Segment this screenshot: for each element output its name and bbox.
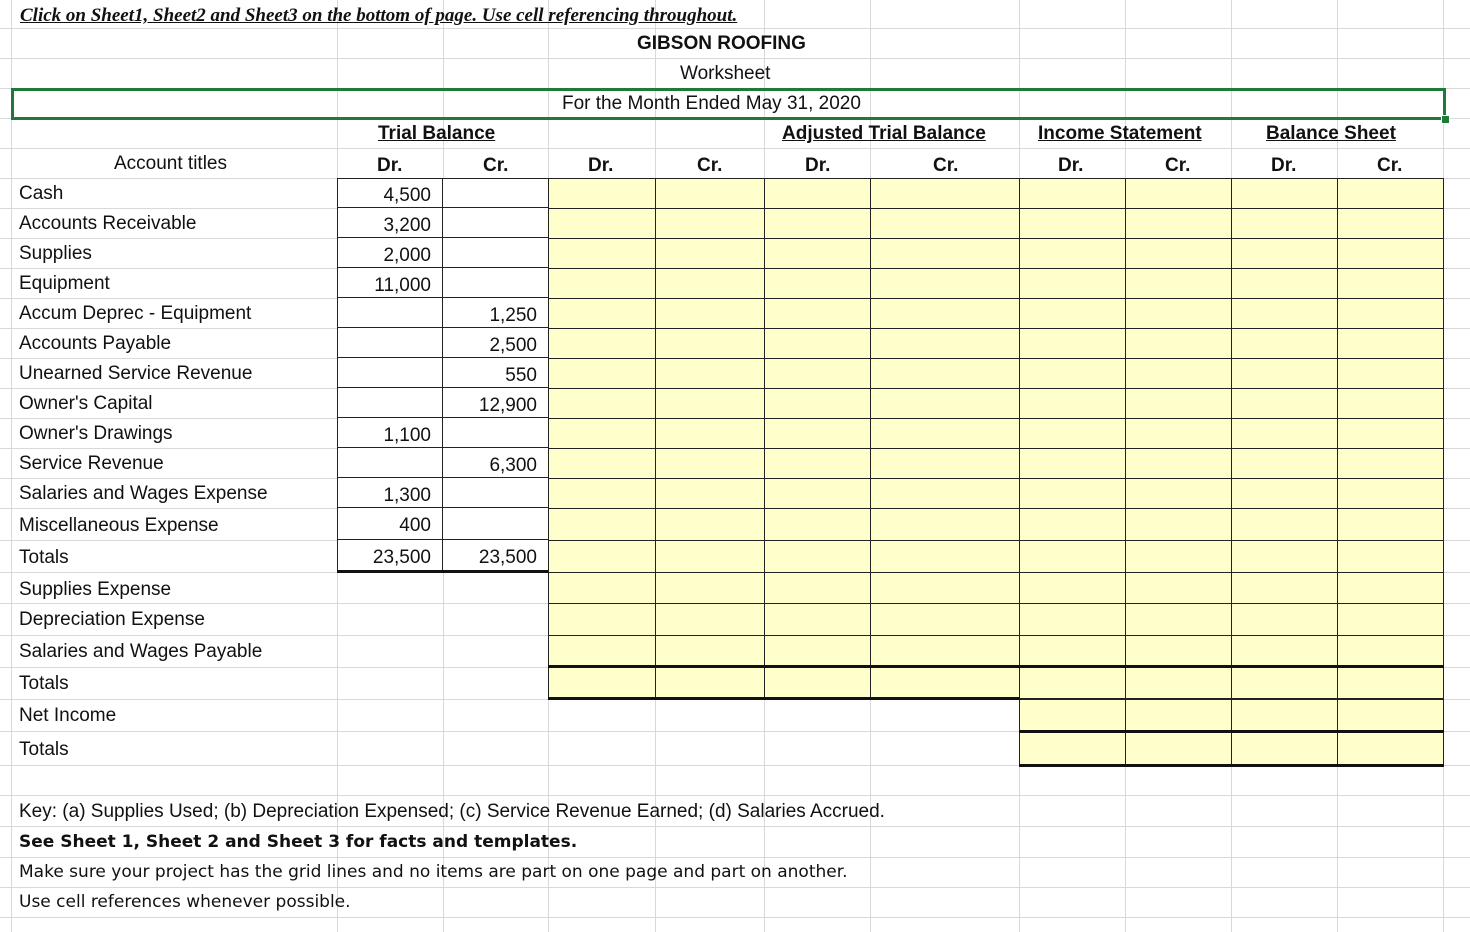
tb-dr-cell[interactable] bbox=[337, 297, 443, 328]
input-cell[interactable] bbox=[1231, 603, 1338, 636]
account-title[interactable]: Accounts Receivable bbox=[19, 213, 197, 234]
tb-dr-value: 1,100 bbox=[383, 425, 431, 446]
input-cell[interactable] bbox=[548, 388, 656, 419]
input-cell[interactable] bbox=[870, 358, 1020, 389]
input-cell[interactable] bbox=[655, 238, 765, 269]
account-title[interactable]: Owner's Drawings bbox=[19, 423, 173, 444]
header-trial-balance: Trial Balance bbox=[378, 123, 496, 144]
input-cell[interactable] bbox=[870, 540, 1020, 573]
input-cell[interactable] bbox=[1019, 358, 1126, 389]
account-title[interactable]: Net Income bbox=[19, 705, 117, 726]
input-cell[interactable] bbox=[1125, 208, 1232, 239]
tb-cr-value: 6,300 bbox=[489, 455, 537, 476]
account-title[interactable]: Accounts Payable bbox=[19, 333, 172, 354]
input-cell[interactable] bbox=[548, 603, 656, 636]
final-double-underline bbox=[1019, 764, 1444, 767]
input-cell[interactable] bbox=[655, 448, 765, 479]
tb-cr-cell[interactable] bbox=[442, 178, 549, 208]
input-cell[interactable] bbox=[1337, 388, 1444, 419]
tb-dr-value: 11,000 bbox=[374, 275, 431, 296]
tb-totals-double-underline bbox=[337, 570, 549, 573]
input-cell[interactable] bbox=[1337, 328, 1444, 359]
input-cell[interactable] bbox=[870, 418, 1020, 449]
input-cell[interactable] bbox=[548, 268, 656, 299]
account-title[interactable]: Supplies Expense bbox=[19, 579, 172, 600]
input-cell[interactable] bbox=[1125, 478, 1232, 509]
input-cell[interactable] bbox=[548, 328, 656, 359]
account-title[interactable]: Equipment bbox=[19, 273, 110, 294]
totals-input-cell[interactable] bbox=[1337, 667, 1444, 699]
header-is-cr: Cr. bbox=[1165, 155, 1191, 176]
account-title[interactable]: Totals bbox=[19, 547, 69, 568]
tb-dr-cell[interactable] bbox=[337, 387, 443, 418]
input-cell[interactable] bbox=[655, 268, 765, 299]
input-cell[interactable] bbox=[1337, 208, 1444, 239]
input-cell[interactable] bbox=[870, 298, 1020, 329]
input-cell[interactable] bbox=[1231, 478, 1338, 509]
input-cell[interactable] bbox=[1231, 388, 1338, 419]
atb-double-underline bbox=[548, 697, 1020, 700]
input-cell[interactable] bbox=[548, 208, 656, 239]
tb-cr-value: 1,250 bbox=[489, 305, 537, 326]
tb-dr-value: 3,200 bbox=[383, 215, 431, 236]
input-cell[interactable] bbox=[1337, 603, 1444, 636]
input-cell[interactable] bbox=[1231, 635, 1338, 668]
input-cell[interactable] bbox=[1125, 178, 1232, 209]
input-cell[interactable] bbox=[764, 358, 871, 389]
input-cell[interactable] bbox=[655, 328, 765, 359]
input-cell[interactable] bbox=[655, 298, 765, 329]
input-cell[interactable] bbox=[1019, 238, 1126, 269]
input-cell[interactable] bbox=[1019, 448, 1126, 479]
header-is-dr: Dr. bbox=[1058, 155, 1084, 176]
input-cell[interactable] bbox=[548, 418, 656, 449]
input-cell[interactable] bbox=[1337, 478, 1444, 509]
account-title[interactable]: Cash bbox=[19, 183, 64, 204]
input-cell[interactable] bbox=[764, 298, 871, 329]
input-cell[interactable] bbox=[764, 238, 871, 269]
input-cell[interactable] bbox=[1019, 540, 1126, 573]
input-cell[interactable] bbox=[1231, 418, 1338, 449]
input-cell[interactable] bbox=[1337, 448, 1444, 479]
fill-handle[interactable] bbox=[1441, 115, 1450, 124]
totals-input-cell[interactable] bbox=[1019, 667, 1126, 699]
input-cell[interactable] bbox=[870, 208, 1020, 239]
company-name: GIBSON ROOFING bbox=[637, 33, 806, 54]
input-cell[interactable] bbox=[764, 388, 871, 419]
input-cell[interactable] bbox=[1019, 603, 1126, 636]
account-title[interactable]: Miscellaneous Expense bbox=[19, 515, 219, 536]
tb-cr-value: 550 bbox=[505, 365, 537, 386]
totals-input-cell[interactable] bbox=[655, 667, 765, 699]
input-cell[interactable] bbox=[1337, 572, 1444, 604]
input-cell[interactable] bbox=[1231, 358, 1338, 389]
header-bs-dr: Dr. bbox=[1271, 155, 1297, 176]
tb-cr-cell[interactable] bbox=[442, 207, 549, 238]
input-cell[interactable] bbox=[1337, 540, 1444, 573]
input-cell[interactable] bbox=[764, 508, 871, 541]
final-totals-cell[interactable] bbox=[1125, 731, 1232, 765]
input-cell[interactable] bbox=[1125, 448, 1232, 479]
totals-input-cell[interactable] bbox=[870, 667, 1020, 699]
input-cell[interactable] bbox=[1019, 268, 1126, 299]
input-cell[interactable] bbox=[1337, 298, 1444, 329]
input-cell[interactable] bbox=[764, 603, 871, 636]
tb-cr-value: 12,900 bbox=[478, 395, 537, 416]
tb-cr-cell[interactable] bbox=[442, 237, 549, 268]
input-cell[interactable] bbox=[764, 178, 871, 209]
account-title[interactable]: Owner's Capital bbox=[19, 393, 153, 414]
header-adjusted-trial-balance: Adjusted Trial Balance bbox=[782, 123, 986, 144]
input-cell[interactable] bbox=[655, 178, 765, 209]
header-balance-sheet: Balance Sheet bbox=[1266, 123, 1396, 144]
input-cell[interactable] bbox=[1019, 298, 1126, 329]
input-cell[interactable] bbox=[764, 328, 871, 359]
input-cell[interactable] bbox=[655, 603, 765, 636]
input-cell[interactable] bbox=[1019, 635, 1126, 668]
tb-cr-value: 2,500 bbox=[489, 335, 537, 356]
input-cell[interactable] bbox=[655, 540, 765, 573]
input-cell[interactable] bbox=[764, 268, 871, 299]
header-income-statement: Income Statement bbox=[1038, 123, 1202, 144]
input-cell[interactable] bbox=[1019, 208, 1126, 239]
input-cell[interactable] bbox=[870, 635, 1020, 668]
input-cell[interactable] bbox=[548, 478, 656, 509]
totals-input-cell[interactable] bbox=[548, 667, 656, 699]
instruction-heading[interactable]: Click on Sheet1, Sheet2 and Sheet3 on the bottom of page. Use cell referencing throughout. bbox=[20, 5, 738, 26]
input-cell[interactable] bbox=[1019, 478, 1126, 509]
tb-cr-cell[interactable] bbox=[442, 477, 549, 508]
tb-dr-value: 400 bbox=[399, 515, 431, 536]
input-cell[interactable] bbox=[1125, 358, 1232, 389]
input-cell[interactable] bbox=[1231, 328, 1338, 359]
adjustments-total-rule bbox=[548, 665, 1444, 668]
account-title[interactable]: Unearned Service Revenue bbox=[19, 363, 253, 384]
input-cell[interactable] bbox=[1231, 238, 1338, 269]
input-cell[interactable] bbox=[1125, 328, 1232, 359]
header-account-titles: Account titles bbox=[114, 153, 227, 174]
input-cell[interactable] bbox=[655, 358, 765, 389]
account-title[interactable]: Salaries and Wages Expense bbox=[19, 483, 268, 504]
input-cell[interactable] bbox=[1337, 358, 1444, 389]
input-cell[interactable] bbox=[1125, 603, 1232, 636]
tb-totals-cr: 23,500 bbox=[478, 547, 537, 568]
input-cell[interactable] bbox=[1125, 268, 1232, 299]
input-cell[interactable] bbox=[655, 572, 765, 604]
input-cell[interactable] bbox=[548, 178, 656, 209]
input-cell[interactable] bbox=[870, 572, 1020, 604]
input-cell[interactable] bbox=[764, 208, 871, 239]
input-cell[interactable] bbox=[1337, 178, 1444, 209]
net-income-rule bbox=[1019, 730, 1444, 733]
account-title[interactable]: Service Revenue bbox=[19, 453, 164, 474]
net-income-cell[interactable] bbox=[1019, 699, 1126, 732]
input-cell[interactable] bbox=[1019, 572, 1126, 604]
input-cell[interactable] bbox=[870, 603, 1020, 636]
input-cell[interactable] bbox=[1019, 418, 1126, 449]
input-cell[interactable] bbox=[1231, 508, 1338, 541]
account-title[interactable]: Supplies bbox=[19, 243, 92, 264]
input-cell[interactable] bbox=[1231, 208, 1338, 239]
header-atb-dr: Dr. bbox=[805, 155, 831, 176]
input-cell[interactable] bbox=[1337, 508, 1444, 541]
worksheet-title: Worksheet bbox=[680, 63, 771, 84]
final-totals-cell[interactable] bbox=[1337, 731, 1444, 765]
input-cell[interactable] bbox=[1231, 268, 1338, 299]
input-cell[interactable] bbox=[1337, 418, 1444, 449]
account-title[interactable]: Accum Deprec - Equipment bbox=[19, 303, 252, 324]
final-totals-cell[interactable] bbox=[1019, 731, 1126, 765]
input-cell[interactable] bbox=[655, 478, 765, 509]
header-bs-cr: Cr. bbox=[1377, 155, 1403, 176]
input-cell[interactable] bbox=[1337, 238, 1444, 269]
input-cell[interactable] bbox=[870, 478, 1020, 509]
input-cell[interactable] bbox=[1125, 508, 1232, 541]
cell-refs-note: Use cell references whenever possible. bbox=[19, 892, 351, 912]
input-cell[interactable] bbox=[1231, 572, 1338, 604]
input-cell[interactable] bbox=[1231, 448, 1338, 479]
input-cell[interactable] bbox=[1231, 540, 1338, 573]
header-atb-cr: Cr. bbox=[933, 155, 959, 176]
gridlines-note: Make sure your project has the grid lines and no items are part on one page and part on another. bbox=[19, 862, 848, 882]
input-cell[interactable] bbox=[548, 572, 656, 604]
input-cell[interactable] bbox=[548, 540, 656, 573]
input-cell[interactable] bbox=[1019, 388, 1126, 419]
input-cell[interactable] bbox=[655, 635, 765, 668]
account-title[interactable]: Depreciation Expense bbox=[19, 609, 205, 630]
totals-input-cell[interactable] bbox=[1231, 667, 1338, 699]
input-cell[interactable] bbox=[1125, 388, 1232, 419]
input-cell[interactable] bbox=[764, 478, 871, 509]
input-cell[interactable] bbox=[870, 388, 1020, 419]
input-cell[interactable] bbox=[764, 635, 871, 668]
input-cell[interactable] bbox=[655, 388, 765, 419]
input-cell[interactable] bbox=[548, 238, 656, 269]
totals-input-cell[interactable] bbox=[1125, 667, 1232, 699]
input-cell[interactable] bbox=[764, 572, 871, 604]
net-income-cell[interactable] bbox=[1231, 699, 1338, 732]
see-sheets-note: See Sheet 1, Sheet 2 and Sheet 3 for facts and templates. bbox=[19, 832, 578, 852]
input-cell[interactable] bbox=[655, 418, 765, 449]
input-cell[interactable] bbox=[548, 298, 656, 329]
tb-dr-value: 2,000 bbox=[383, 245, 431, 266]
input-cell[interactable] bbox=[655, 508, 765, 541]
net-income-cell[interactable] bbox=[1337, 699, 1444, 732]
input-cell[interactable] bbox=[1125, 298, 1232, 329]
header-tb-cr: Cr. bbox=[483, 155, 509, 176]
input-cell[interactable] bbox=[655, 208, 765, 239]
tb-cr-cell[interactable] bbox=[442, 417, 549, 448]
input-cell[interactable] bbox=[1231, 178, 1338, 209]
totals-input-cell[interactable] bbox=[764, 667, 871, 699]
input-cell[interactable] bbox=[548, 358, 656, 389]
input-cell[interactable] bbox=[1125, 572, 1232, 604]
tb-cr-cell[interactable] bbox=[442, 267, 549, 298]
final-totals-cell[interactable] bbox=[1231, 731, 1338, 765]
header-tb-dr: Dr. bbox=[377, 155, 403, 176]
input-cell[interactable] bbox=[1019, 508, 1126, 541]
input-cell[interactable] bbox=[1125, 635, 1232, 668]
input-cell[interactable] bbox=[1125, 238, 1232, 269]
input-cell[interactable] bbox=[764, 540, 871, 573]
input-cell[interactable] bbox=[764, 418, 871, 449]
input-cell[interactable] bbox=[1125, 418, 1232, 449]
tb-totals-dr: 23,500 bbox=[372, 547, 431, 568]
header-adj-dr: Dr. bbox=[588, 155, 614, 176]
input-cell[interactable] bbox=[764, 448, 871, 479]
input-cell[interactable] bbox=[870, 328, 1020, 359]
input-cell[interactable] bbox=[548, 635, 656, 668]
input-cell[interactable] bbox=[870, 448, 1020, 479]
input-cell[interactable] bbox=[1019, 178, 1126, 209]
tb-dr-cell[interactable] bbox=[337, 357, 443, 388]
input-cell[interactable] bbox=[1125, 540, 1232, 573]
tb-dr-value: 1,300 bbox=[383, 485, 431, 506]
period-label: For the Month Ended May 31, 2020 bbox=[562, 93, 861, 114]
input-cell[interactable] bbox=[548, 448, 656, 479]
input-cell[interactable] bbox=[870, 508, 1020, 541]
account-title[interactable]: Totals bbox=[19, 739, 69, 760]
tb-dr-value: 4,500 bbox=[383, 185, 431, 206]
input-cell[interactable] bbox=[1337, 268, 1444, 299]
tb-cr-cell[interactable] bbox=[442, 507, 549, 540]
header-adj-cr: Cr. bbox=[697, 155, 723, 176]
input-cell[interactable] bbox=[548, 508, 656, 541]
input-cell[interactable] bbox=[870, 178, 1020, 209]
account-title[interactable]: Totals bbox=[19, 673, 69, 694]
key-note: Key: (a) Supplies Used; (b) Depreciation Expensed; (c) Service Revenue Earned; (d) Salaries Accrued. bbox=[19, 801, 885, 822]
account-title[interactable]: Salaries and Wages Payable bbox=[19, 641, 263, 662]
tb-dr-cell[interactable] bbox=[337, 327, 443, 358]
tb-dr-cell[interactable] bbox=[337, 447, 443, 478]
input-cell[interactable] bbox=[870, 238, 1020, 269]
input-cell[interactable] bbox=[1231, 298, 1338, 329]
input-cell[interactable] bbox=[870, 268, 1020, 299]
net-income-cell[interactable] bbox=[1125, 699, 1232, 732]
input-cell[interactable] bbox=[1019, 328, 1126, 359]
input-cell[interactable] bbox=[1337, 635, 1444, 668]
